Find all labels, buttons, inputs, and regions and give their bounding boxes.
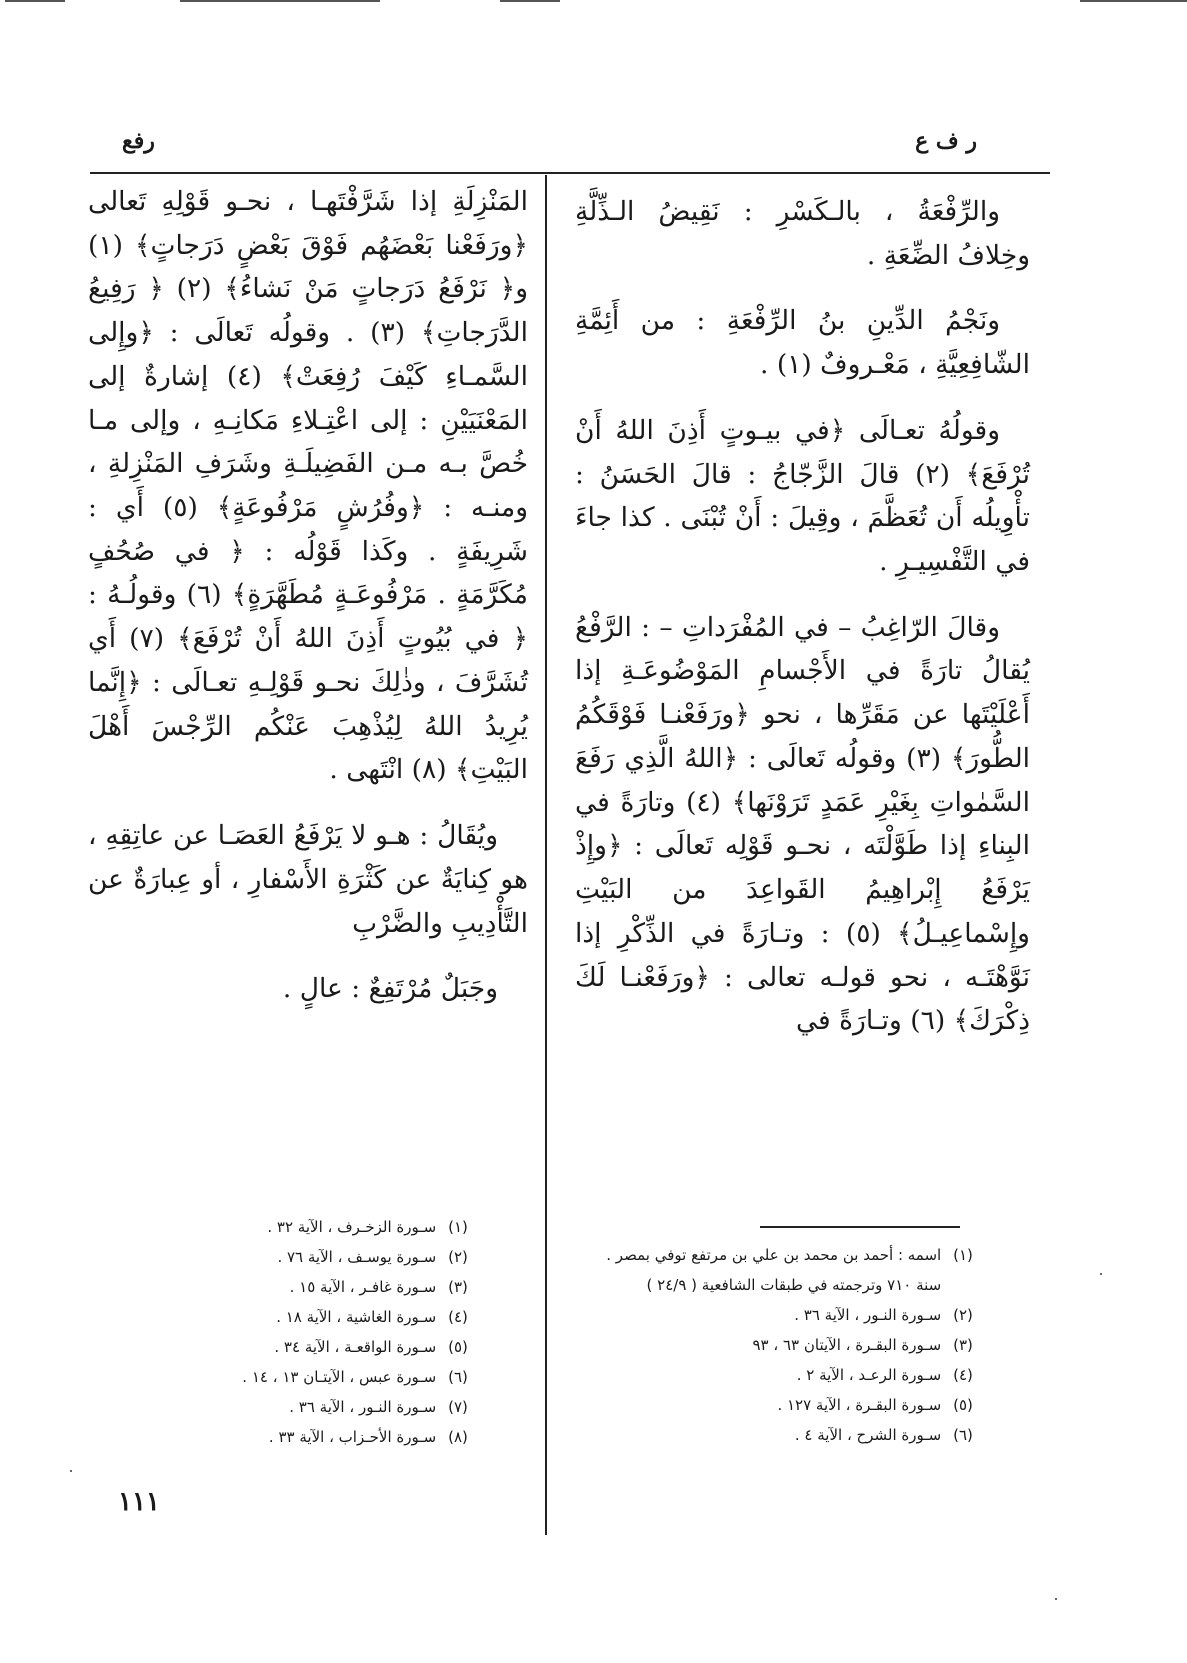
paragraph: ويُقَالُ : هـو لا يَرْفَعُ العَصَـا عن عاتِقِهِ ، هو كِنايَةٌ عن كَثْرَةِ الأَسْفارِ ، أو عِبارَةٌ عن التَّأْدِيبِ والضَّرْبِ <box>88 820 528 939</box>
paragraph: والرِّفْعَةُ ، بالـكَسْرِ : نَقِيضُ الـذِّلَّةِ وخِلافُ الضِّعَةِ . <box>575 196 1030 271</box>
header-rule <box>90 172 1050 174</box>
header-keyword-left: رفع <box>122 128 155 154</box>
footnote-text: سـورة البقـرة ، الآيتان ٦٣ ، ٩٣ <box>752 1336 942 1354</box>
footnote-number: (٧) <box>448 1398 468 1416</box>
footnote-text: سـورة النـور ، الآية ٣٦ . <box>289 1398 437 1416</box>
footnote <box>560 1360 980 1390</box>
column-divider <box>545 175 547 1535</box>
footnote-text: سـورة الواقعـة ، الآية ٣٤ . <box>274 1338 437 1356</box>
footnote-text: سـورة الغاشية ، الآية ١٨ . <box>276 1308 437 1326</box>
footnote-text: سـورة غافـر ، الآية ١٥ . <box>289 1278 437 1296</box>
footnote-rule <box>760 1226 960 1228</box>
footnote <box>150 1332 475 1362</box>
footnote-text: سـورة الأحـزاب ، الآية ٣٣ . <box>268 1428 437 1446</box>
footnote-number: (٦) <box>448 1368 468 1386</box>
footnotes-right <box>560 1240 980 1450</box>
scan-speck <box>70 1470 72 1472</box>
paragraph: ونَجْمُ الدِّينِ بنُ الرِّفْعَةِ : من أَئِمَّةِ الشّافِعِيَّةِ ، مَعْـروفٌ (١) . <box>575 305 1030 381</box>
scan-speck <box>1055 1598 1057 1600</box>
footnote-text: سـورة النـور ، الآية ٣٦ . <box>794 1306 942 1324</box>
footnote <box>150 1422 475 1452</box>
footnote-number: (٢) <box>448 1248 468 1266</box>
footnote-text: سـورة الزخـرف ، الآية ٣٢ . <box>267 1218 437 1236</box>
footnote-text: اسمه : أحمد بن محمد بن علي بن مرتفع توفي بمصر . <box>606 1246 942 1264</box>
scan-edge-mark <box>5 0 65 2</box>
paragraph: وقالَ الرّاغِبُ – في المُفْرَداتِ – : الرَّفْعُ يُقالُ تارَةً في الأَجْسامِ المَوْضُوعَـةِ إذا أَعْلَيْتَها عن مَقَرِّها ، نحو ﴿ورَفَعْنـا فَوْقَكُمُ الطُّورَ﴾ (٣) وقولُه تَعالَى : ﴿اللهُ الَّذِي رَفَعَ السَّمٰواتِ بِغَيْرِ عَمَدٍ تَرَوْنَها﴾ (٤) وتارَةً في البِناءِ إذا طَوَّلْتَه ، نحـو قَوْلِه تَعالَى : ﴿وإِذْ يَرْفَعُ إِبْراهِيمُ القَواعِدَ من البَيْتِ وإِسْماعِيـلُ﴾ (٥) : وتـارَةً في الذِّكْرِ إذا نَوَّهْتَـه ، نحو قولـه تعالى : ﴿ورَفَعْنـا لَكَ ذِكْرَكَ﴾ (٦) وتـارَةً في <box>575 611 1031 1037</box>
footnote <box>150 1212 475 1242</box>
footnote-text: سـورة الشرح ، الآية ٤ . <box>794 1426 942 1444</box>
footnote <box>560 1330 980 1360</box>
scan-edge-mark <box>180 0 380 2</box>
footnote-number: (٢) <box>953 1306 973 1324</box>
paragraph: وقولُهُ تعـالَى ﴿في بيـوتٍ أَذِنَ اللهُ أَنْ تُرْفَعَ﴾ (٢) قالَ الزَّجّاجُ : قالَ الحَسَنُ : تأْوِيلُه أَن تُعَظَّمَ ، وقِيلَ : أَنْ تُبْنَى . كذا جاءَ في التَّفْسِيـرِ . <box>575 414 1030 578</box>
footnote-number: (٥) <box>448 1338 468 1356</box>
footnote <box>150 1362 475 1392</box>
footnote <box>560 1270 980 1300</box>
paragraph: وجَبَلٌ مُرْتَفِعٌ : عالٍ . <box>282 973 498 1005</box>
footnote-number: (١) <box>448 1218 468 1236</box>
footnote <box>560 1240 980 1270</box>
footnote <box>150 1392 475 1422</box>
footnote-number: (٤) <box>953 1366 973 1384</box>
right-column <box>575 190 1030 1065</box>
footnote-number: (٥) <box>953 1396 973 1414</box>
header-keyword-right: ر ف ع <box>915 128 977 154</box>
footnote-number: (٦) <box>953 1426 973 1444</box>
footnote <box>150 1242 475 1272</box>
scan-speck <box>1100 1273 1102 1275</box>
footnote-number: (٤) <box>448 1308 468 1326</box>
footnote-text: سـورة عبس ، الآيتـان ١٣ ، ١٤ . <box>242 1368 437 1386</box>
scan-edge-mark <box>1080 0 1187 2</box>
left-column <box>88 180 528 1033</box>
paragraph: المَنْزِلَةِ إذا شَرَّفْتَهـا ، نحـو قَوْلِهِ تَعالى ﴿ورَفَعْنا بَعْضَهُم فَوْقَ بَعْضٍ دَرَجاتٍ﴾ (١) و﴿ نَرْفَعُ دَرَجاتٍ مَنْ نَشاءُ﴾ (٢) ﴿ رَفِيعُ الدَّرَجاتِ﴾ (٣) . وقولُه تَعالَى : ﴿وإِلى السَّمـاءِ كَيْفَ رُفِعَتْ﴾ (٤) إشارةٌ إلى المَعْنَيَيْنِ : إلى اعْتِـلاءِ مَكانِـهِ ، وإلى مـا خُصَّ بـه مـن الفَضِيلَـةِ وشَرَفِ المَنْزِلةِ ، ومنـه : ﴿وفُرُشٍ مَرْفُوعَةٍ﴾ (٥) أَي : شَرِيفَةٍ . وكَذا قَوْلُه : ﴿ في صُحُفٍ مُكَرَّمَةٍ . مَرْفُوعَـةٍ مُطَهَّرَةٍ﴾ (٦) وقولُـهُ : ﴿ في بُيُوتٍ أَذِنَ اللهُ أَنْ تُرْفَعَ﴾ (٧) أَي تُشَرَّفَ ، وذٰلِكَ نحـو قَوْلِـهِ تعـالَى : ﴿إِنَّما يُرِيدُ اللهُ لِيُذْهِبَ عَنْكُم الرِّجْسَ أَهْلَ البَيْتِ﴾ (٨) انْتَهى . <box>88 186 529 786</box>
footnote <box>150 1302 475 1332</box>
footnote <box>560 1390 980 1420</box>
footnote <box>560 1300 980 1330</box>
page-number: ١١١ <box>118 1487 160 1517</box>
footnote-number: (١) <box>953 1246 973 1264</box>
footnote-text: سـورة البقـرة ، الآية ١٢٧ . <box>777 1396 942 1414</box>
footnote <box>560 1420 980 1450</box>
footnote <box>150 1272 475 1302</box>
footnote-text: سنة ٧١٠ وترجمته في طبقات الشافعية ( ٢٤/٩ ) <box>646 1276 942 1294</box>
footnotes-left <box>150 1212 475 1452</box>
footnote-text: سـورة يوسـف ، الآية ٧٦ . <box>277 1248 437 1266</box>
footnote-number: (٣) <box>953 1336 973 1354</box>
scan-edge-mark <box>500 0 560 2</box>
footnote-number: (٣) <box>448 1278 468 1296</box>
footnote-number: (٨) <box>448 1428 468 1446</box>
footnote-text: سـورة الرعـد ، الآية ٢ . <box>796 1366 942 1384</box>
